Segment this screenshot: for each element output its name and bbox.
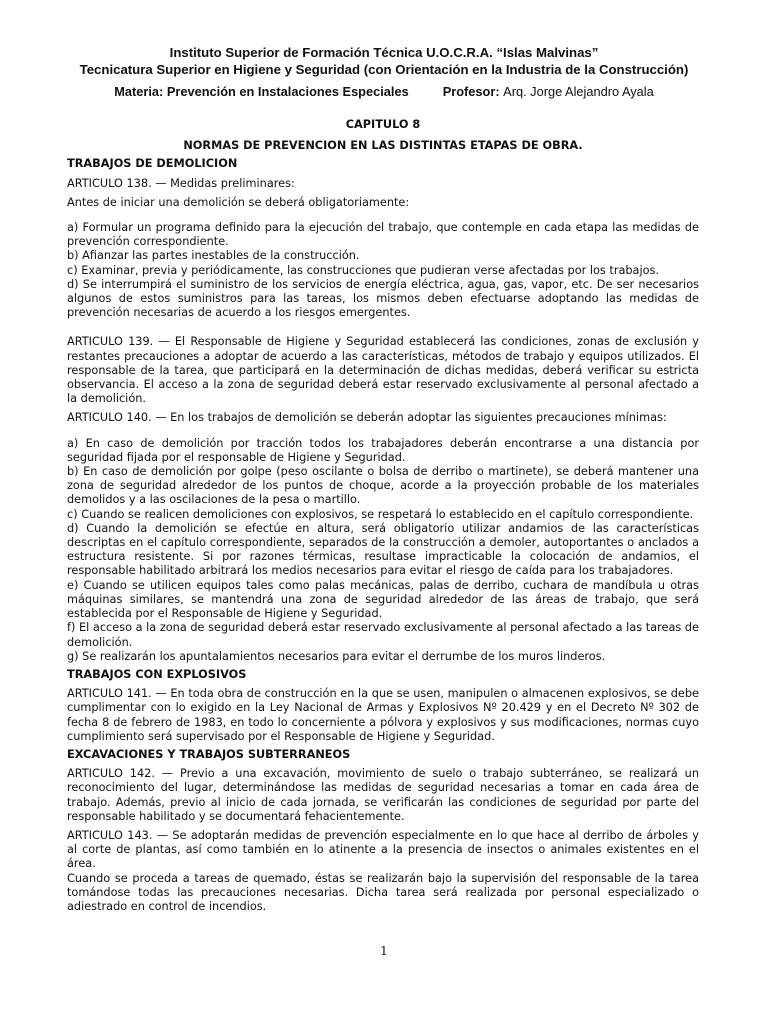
- document-header: [0, 44, 768, 100]
- section-heading-explosivos: TRABAJOS CON EXPLOSIVOS: [67, 667, 247, 681]
- profesor-name: Arq. Jorge Alejandro Ayala: [503, 84, 654, 99]
- article-143-continuation: Cuando se proceda a tareas de quemado, éstas se realizarán bajo la supervisión del responsable de la tarea tomándose todas las precauciones necesarias. Dicha tarea será realizada por personal especializado o adiestrado en control de incendios.: [67, 871, 699, 913]
- list-item: b) En caso de demolición por golpe (peso oscilante o bolsa de derribo o martinete), se deberá mantener una zona de seguridad alrededor de los puntos de choque, acorde a la proyección probable de los materiales demolidos y a las oscilaciones de la pesa o martillo.: [67, 465, 699, 507]
- article-141: ARTICULO 141. — En toda obra de construcción en la que se usen, manipulen o almacenen explosivos, se debe cumplimentar con lo exigido en la Ley Nacional de Armas y Explosivos Nº 20.429 y en el Decreto Nº 302 de fecha 8 de febrero de 1983, en todo lo concerniente a pólvora y explosivos y sus modificaciones, normas cuyo cumplimiento será supervisado por el Responsable de Higiene y Seguridad.: [67, 687, 699, 743]
- institute-title: Instituto Superior de Formación Técnica U.O.C.R.A. “Islas Malvinas”: [169, 45, 599, 60]
- profesor-label: Profesor:: [442, 84, 500, 99]
- section-heading-demolicion: TRABAJOS DE DEMOLICION: [67, 157, 238, 171]
- article-140-title: ARTICULO 140. — En los trabajos de demolición se deberán adoptar las siguientes precauciones mínimas:: [67, 411, 667, 425]
- list-item: a) En caso de demolición por tracción todos los trabajadores deberán encontrarse a una distancia por seguridad fijada por el responsable de Higiene y Seguridad.: [67, 436, 699, 464]
- materia-label: Materia: Prevención en Instalaciones Especiales: [114, 84, 409, 99]
- section-heading-excavaciones: EXCAVACIONES Y TRABAJOS SUBTERRANEOS: [67, 747, 351, 761]
- article-139: ARTICULO 139. — El Responsable de Higiene y Seguridad establecerá las condiciones, zonas de exclusión y restantes precauciones a adoptar de acuerdo a las características, métodos de trabajo y equipos utilizados. El responsable de la tarea, que participará en la determinación de dichas medidas, deberá verificar su estricta observancia. El acceso a la zona de seguridad deberá estar reservado exclusivamente al personal afectado a la demolición.: [67, 335, 699, 406]
- article-142: ARTICULO 142. — Previo a una excavación, movimiento de suelo o trabajo subterráneo, se realizará un reconocimiento del lugar, determinándose las medidas de seguridad necesarias a tomar en cada área de trabajo. Además, previo al inicio de cada jornada, se verificarán las condiciones de seguridad por parte del responsable habilitado y se documentará fehacientemente.: [67, 767, 699, 823]
- course-info-row: [0, 83, 768, 100]
- page-number: 1: [380, 944, 388, 958]
- chapter-number: CAPITULO 8: [345, 118, 421, 131]
- list-item: e) Cuando se utilicen equipos tales como palas mecánicas, palas de derribo, cuchara de mandíbula u otras máquinas similares, se mantendrá una zona de seguridad alrededor de las áreas de trabajo, que será establecida por el Responsable de Higiene y Seguridad.: [67, 578, 699, 621]
- list-item: f) El acceso a la zona de seguridad deberá estar reservado exclusivamente al personal afectado a las tareas de demolición.: [67, 621, 699, 649]
- document-body: [67, 118, 699, 914]
- article-143: ARTICULO 143. — Se adoptarán medidas de prevención especialmente en lo que hace al derribo de árboles y al corte de plantas, así como también en lo atinente a la presencia de insectos o animales existentes en el área.: [67, 828, 699, 871]
- article-138-intro: Antes de iniciar una demolición se deberá obligatoriamente:: [67, 195, 410, 209]
- article-138-title: ARTICULO 138. — Medidas preliminares:: [67, 176, 295, 190]
- list-item: d) Se interrumpirá el suministro de los servicios de energía eléctrica, agua, gas, vapor, etc. De ser necesarios algunos de estos suministros para las tareas, los mismos deben efectuarse adoptando las medidas de prevención necesarias de acuerdo a los riesgos emergentes.: [67, 277, 699, 320]
- chapter-title: NORMAS DE PREVENCION EN LAS DISTINTAS ETAPAS DE OBRA.: [183, 139, 583, 153]
- list-item: c) Examinar, previa y periódicamente, las construcciones que pudieran verse afectadas por los trabajos.: [67, 263, 660, 277]
- list-item: d) Cuando la demolición se efectúe en altura, será obligatorio utilizar andamios de las características descriptas en el capítulo correspondiente, separados de la construcción a demoler, autoportantes o anclados a estructura resistente. Si por razones térmicas, resultase impracticable la colocación de andamios, el responsable habilitado arbitrará los medios necesarios para evitar el riesgo de caída para los trabajadores.: [67, 521, 699, 578]
- program-title: Tecnicatura Superior en Higiene y Seguridad (con Orientación en la Industria de la Construcción): [79, 62, 689, 77]
- list-item: c) Cuando se realicen demoliciones con explosivos, se respetará lo establecido en el capítulo correspondiente.: [67, 507, 694, 521]
- list-item: b) Afianzar las partes inestables de la construcción.: [67, 249, 360, 263]
- list-item: a) Formular un programa definido para la ejecución del trabajo, que contemple en cada etapa las medidas de prevención correspondiente.: [67, 221, 699, 249]
- list-item: g) Se realizarán los apuntalamientos necesarios para evitar el derrumbe de los muros linderos.: [67, 649, 606, 663]
